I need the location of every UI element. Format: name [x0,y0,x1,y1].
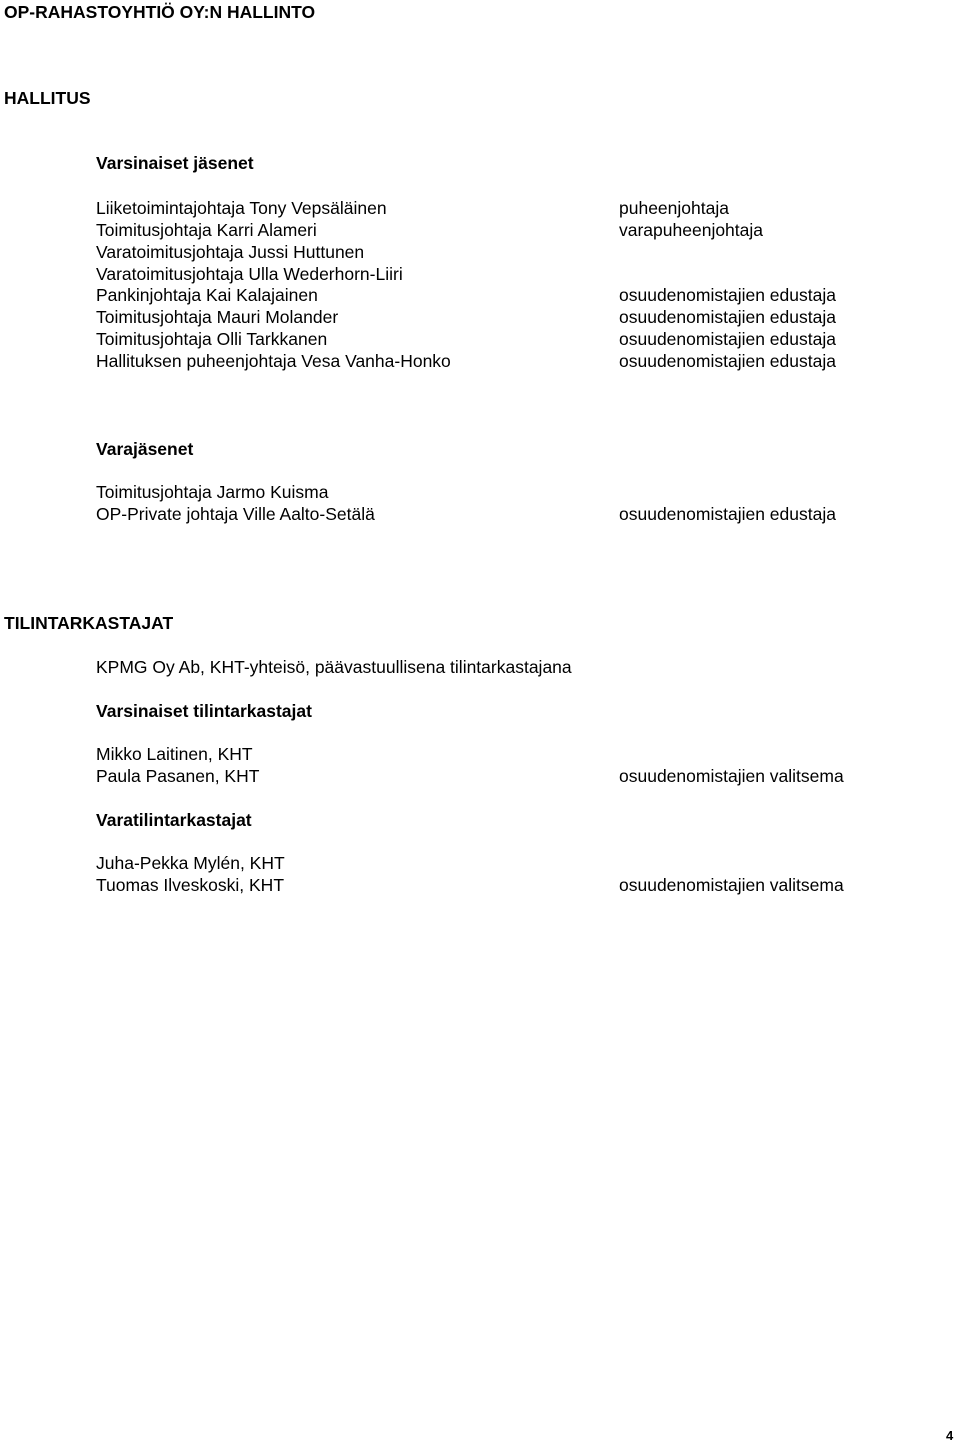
member-name: OP-Private johtaja Ville Aalto-Setälä [96,504,375,524]
deputy-auditors-heading: Varatilintarkastajat [96,810,252,830]
auditor-role: osuudenomistajien valitsema [619,875,844,895]
member-role: osuudenomistajien edustaja [619,285,836,305]
member-name: Toimitusjohtaja Karri Alameri [96,220,317,240]
member-name: Toimitusjohtaja Mauri Molander [96,307,339,327]
member-role: puheenjohtaja [619,198,729,218]
auditors-heading: TILINTARKASTAJAT [4,613,174,633]
member-name: Pankinjohtaja Kai Kalajainen [96,285,318,305]
auditor-name: Tuomas Ilveskoski, KHT [96,875,285,895]
auditor-name: Juha-Pekka Mylén, KHT [96,853,285,873]
regular-members-heading: Varsinaiset jäsenet [96,153,254,173]
board-heading: HALLITUS [4,88,91,108]
deputy-members-heading: Varajäsenet [96,439,194,459]
auditor-name: Paula Pasanen, KHT [96,766,260,786]
member-role: osuudenomistajien edustaja [619,504,836,524]
page-title: OP-RAHASTOYHTIÖ OY:N HALLINTO [4,2,316,22]
member-name: Hallituksen puheenjohtaja Vesa Vanha-Honko [96,351,451,371]
page-number: 4 [946,1428,954,1443]
member-role: osuudenomistajien edustaja [619,307,836,327]
member-name: Varatoimitusjohtaja Jussi Huttunen [96,242,365,262]
member-role: osuudenomistajien edustaja [619,329,836,349]
member-name: Toimitusjohtaja Jarmo Kuisma [96,482,329,502]
auditor-name: Mikko Laitinen, KHT [96,744,253,764]
member-role: varapuheenjohtaja [619,220,764,240]
auditor-role: osuudenomistajien valitsema [619,766,844,786]
member-name: Liiketoimintajohtaja Tony Vepsäläinen [96,198,387,218]
member-role: osuudenomistajien edustaja [619,351,836,371]
regular-auditors-heading: Varsinaiset tilintarkastajat [96,701,312,721]
member-name: Varatoimitusjohtaja Ulla Wederhorn-Liiri [96,264,403,284]
audit-firm: KPMG Oy Ab, KHT-yhteisö, päävastuullisena tilintarkastajana [96,657,572,677]
member-name: Toimitusjohtaja Olli Tarkkanen [96,329,328,349]
